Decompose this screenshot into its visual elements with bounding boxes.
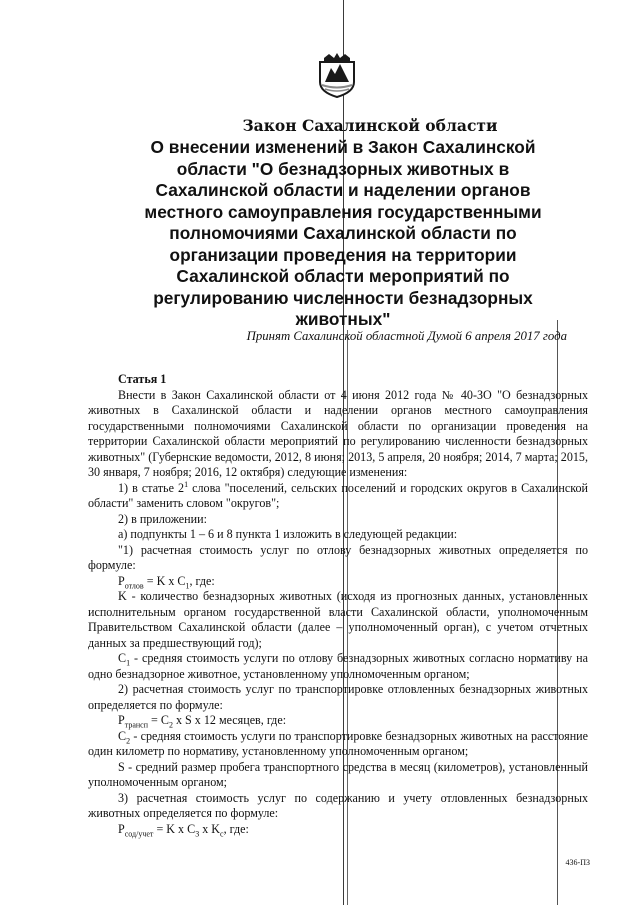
paragraph-1: "1) расчетная стоимость услуг по отлову безнадзорных животных определяется по формуле:: [88, 542, 588, 572]
heading-line: Сахалинской области мероприятий по: [176, 266, 510, 286]
paragraph-2: 2) расчетная стоимость услуг по транспортировке отловленных безнадзорных животных определяется по формуле:: [88, 682, 588, 712]
article-intro: Внести в Закон Сахалинской области от 4 июня 2012 года № 40-ЗО "О безнадзорных животных в Сахалинской области и наделении органов местного самоуправления государственными полномочиями Сахалинской области по организации проведения на территории Сахалинской области мероприятий по регулированию численности безнадзорных животных" (Губернские ведомости, 2012, 8 июня; 2013, 5 апреля, 20 ноября; 2014, 7 марта; 2015, 30 января, 7 ноября; 2016, 12 октября) следующие изменения:: [88, 387, 588, 479]
article-title: Статья 1: [118, 372, 167, 386]
heading-line: регулированию численности безнадзорных: [153, 287, 533, 308]
c2-definition: $C_2$ - средняя стоимость услуги по транспортировке безнадзорных животных на расстояние один километр по нормативу, установленному уполномоченным органом;: [88, 728, 588, 758]
heading-line: организации проведения на территории: [169, 244, 517, 265]
law-body: [88, 372, 588, 837]
heading-line: О внесении изменений в Закон Сахалинской: [150, 137, 536, 157]
item-2a: а) подпункты 1 – 6 и 8 пункта 1 изложить в следующей редакции:: [118, 527, 458, 541]
heading-line: Сахалинской области и наделении органов: [155, 180, 531, 200]
law-title: Закон Сахалинской области: [242, 116, 498, 135]
heading-line: области "О безнадзорных животных в: [176, 158, 510, 179]
document-code: 436-ПЗ: [565, 858, 590, 867]
item-1: 1) в статье $2^1$ слова "поселений, сельских поселений и городских округов в Сахалинской области" заменить словом "округов";: [88, 479, 588, 510]
paragraph-3: 3) расчетная стоимость услуг по содержанию и учету отловленных безнадзорных животных определяется по формуле:: [88, 790, 588, 820]
heading-line: полномочиями Сахалинской области по: [169, 223, 517, 243]
k-definition: K - количество безнадзорных животных (исходя из прогнозных данных, установленных исполнительным органом государственной власти Сахалинской области, уполномоченным Правительством Сахалинской области (далее – уполномоченный орган), с учетом отчетных данных за предшествующий год);: [88, 589, 588, 650]
formula-1: $P_{отлов} = K$ x $C_1$, где:: [118, 573, 215, 590]
item-2: 2) в приложении:: [118, 511, 207, 526]
adoption-note: Принят Сахалинской областной Думой 6 апреля 2017 года: [246, 329, 567, 343]
heading-line: местного самоуправления государственными: [144, 201, 542, 222]
c1-definition: $C_1$ - средняя стоимость услуги по отлову безнадзорных животных согласно нормативу на одно безнадзорное животное, установленному уполномоченным органом;: [88, 651, 588, 681]
formula-2: $P_{трансп} = C_2$ x S x 12 месяцев, где:: [118, 713, 287, 730]
heading-line: животных": [295, 309, 391, 329]
formula-3: $P_{сод/учет} = K$ x $C_3$ x $K_с$, где:: [118, 821, 249, 838]
s-definition: S - средний размер пробега транспортного средства в месяц (километров), установленный уполномоченным органом;: [88, 759, 588, 789]
coat-of-arms-icon: [316, 52, 358, 98]
law-heading: [128, 137, 558, 331]
